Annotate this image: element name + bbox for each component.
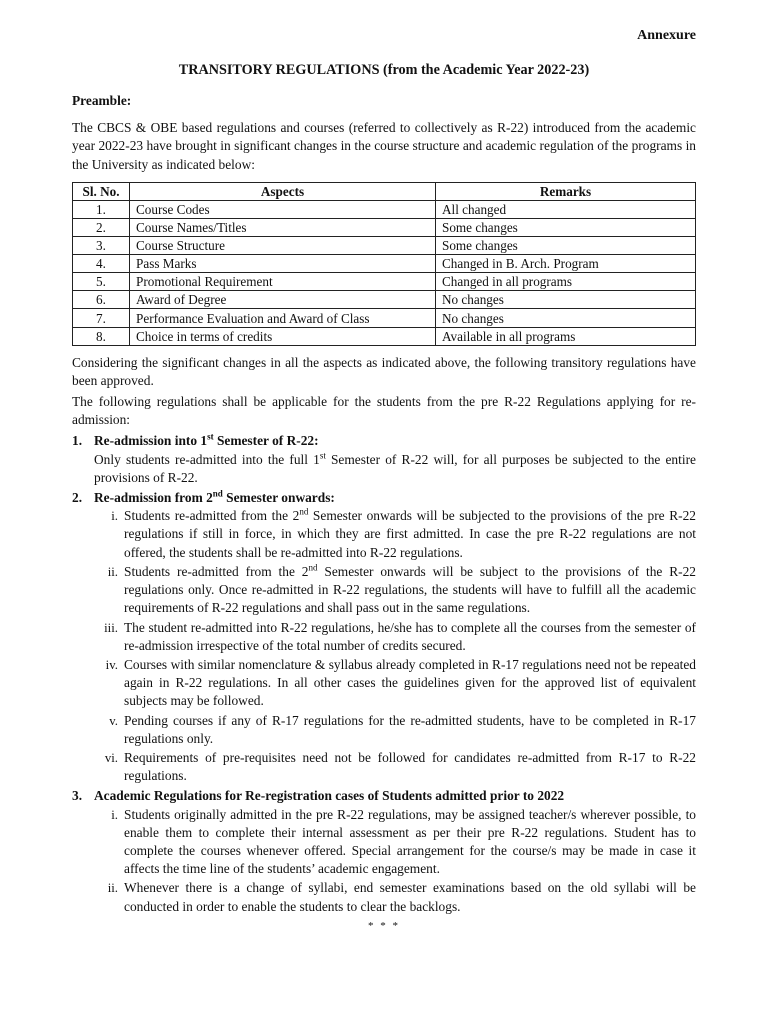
cell-slno: 8. — [73, 327, 130, 345]
table-row — [73, 237, 696, 255]
item-text: Students re-admitted from the 2nd Semester onwards will be subjected to the provisions of the pre R-22 regulations if still in force, in which they are first admitted. In case the pre R-22 regulations are not offered, the students shall be re-admitted into R-22 regulations. — [124, 506, 696, 560]
table-row — [73, 327, 696, 345]
list-item — [94, 879, 696, 915]
section-3-items — [94, 806, 696, 916]
item-text: Whenever there is a change of syllabi, end semester examinations based on the old syllabi will be conducted in order to enable the students to clear the backlogs. — [124, 880, 696, 914]
cell-slno: 2. — [73, 219, 130, 237]
preamble-heading: Preamble: — [72, 93, 132, 108]
table-row — [73, 291, 696, 309]
list-item — [94, 619, 696, 655]
list-item — [94, 806, 696, 879]
item-numeral: vi. — [104, 750, 118, 765]
section-2-items — [94, 507, 696, 785]
cell-slno: 5. — [73, 273, 130, 291]
section-title: Re-admission into 1st Semester of R-22: — [94, 432, 319, 449]
section-number: 3. — [72, 788, 83, 804]
cell-remark: No changes — [436, 309, 696, 327]
table-row — [73, 200, 696, 218]
list-item — [94, 712, 696, 748]
applicable-paragraph: The following regulations shall be applicable for the students from the pre R-22 Regulations applying for re-admission: — [72, 394, 696, 428]
cell-slno: 7. — [73, 309, 130, 327]
cell-aspect: Course Structure — [130, 237, 436, 255]
section-title: Academic Regulations for Re-registration cases of Students admitted prior to 2022 — [94, 788, 565, 804]
list-item — [94, 563, 696, 618]
cell-aspect: Course Codes — [130, 200, 436, 218]
col-header-aspects: Aspects — [130, 182, 436, 200]
cell-aspect: Choice in terms of credits — [130, 327, 436, 345]
item-numeral: ii. — [107, 564, 118, 579]
table-row — [73, 255, 696, 273]
section-3 — [72, 787, 696, 915]
list-item — [94, 656, 696, 711]
cell-remark: No changes — [436, 291, 696, 309]
cell-slno: 4. — [73, 255, 130, 273]
item-text: Pending courses if any of R-17 regulations for the re-admitted students, have to be completed in R-17 regulations only. — [124, 712, 696, 746]
table-header-row — [73, 182, 696, 200]
cell-remark: Some changes — [436, 219, 696, 237]
cell-slno: 3. — [73, 237, 130, 255]
section-number: 1. — [72, 433, 83, 449]
preamble-text: The CBCS & OBE based regulations and courses (referred to collectively as R-22) introduced from the academic year 2022-23 have brought in significant changes in the course structure and academic regulation of the programs in the University as indicated below: — [72, 120, 696, 172]
cell-aspect: Course Names/Titles — [130, 219, 436, 237]
aspects-table — [72, 182, 696, 346]
item-text: Requirements of pre-requisites need not be followed for candidates re-admitted from R-17 to R-22 regulations. — [124, 749, 696, 784]
cell-aspect: Award of Degree — [130, 291, 436, 309]
item-text: Students re-admitted from the 2nd Semester onwards will be subject to the provisions of the R-22 regulations only. Once re-admitted in R-22 regulations, the students will have to fulfill all the academic requirements of R-22 regulations and shall pass out in the same regulations. — [124, 562, 697, 616]
col-header-remarks: Remarks — [436, 182, 696, 200]
table-row — [73, 309, 696, 327]
section-number: 2. — [72, 490, 83, 506]
table-row — [73, 219, 696, 237]
cell-remark: Some changes — [436, 237, 696, 255]
item-text: The student re-admitted into R-22 regulations, he/she has to complete all the courses from the semester of re-admission irrespective of the total number of credits secured. — [124, 619, 696, 653]
cell-aspect: Pass Marks — [130, 255, 436, 273]
item-numeral: i. — [111, 509, 118, 524]
section-1 — [72, 432, 696, 487]
cell-remark: Changed in B. Arch. Program — [436, 255, 696, 273]
cell-slno: 6. — [73, 291, 130, 309]
considering-paragraph: Considering the significant changes in all the aspects as indicated above, the following transitory regulations have been approved. — [72, 354, 696, 388]
item-numeral: iv. — [105, 657, 118, 672]
cell-slno: 1. — [73, 200, 130, 218]
annexure-label: Annexure — [637, 28, 696, 43]
cell-remark: Available in all programs — [436, 327, 696, 345]
item-numeral: v. — [109, 713, 118, 728]
cell-aspect: Promotional Requirement — [130, 273, 436, 291]
table-row — [73, 273, 696, 291]
document-content — [72, 92, 696, 935]
section-2 — [72, 489, 696, 785]
section-1-heading — [72, 432, 696, 450]
section-1-body: Only students re-admitted into the full 1st Semester of R-22 will, for all purposes be subjected to the entire provisions of R-22. — [94, 450, 696, 485]
col-header-slno: Sl. No. — [73, 182, 130, 200]
cell-aspect: Performance Evaluation and Award of Class — [130, 309, 436, 327]
item-numeral: ii. — [107, 881, 118, 896]
end-mark: * * * — [368, 919, 400, 932]
document-title: TRANSITORY REGULATIONS (from the Academic Year 2022-23) — [178, 62, 590, 78]
section-3-heading — [72, 787, 696, 805]
item-numeral: iii. — [104, 620, 118, 635]
section-title: Re-admission from 2nd Semester onwards: — [94, 488, 335, 506]
section-2-heading — [72, 489, 696, 507]
cell-remark: All changed — [436, 200, 696, 218]
item-numeral: i. — [111, 807, 118, 822]
cell-remark: Changed in all programs — [436, 273, 696, 291]
item-text: Students originally admitted in the pre R-22 regulations, may be assigned teacher/s wherever possible, to enable them to complete their internal assessment as per their pre R-22 regulations. Student has to complete the courses whenever offered. Special arrangement for the course/s may be made in case it affects the time line of the students’ academic engagement. — [124, 806, 696, 877]
list-item — [94, 507, 696, 562]
item-text: Courses with similar nomenclature & syllabus already completed in R-17 regulations need not be repeated again in R-22 regulations. In all other cases the guidelines given for the approved list of equivalent subjects may be followed. — [124, 656, 696, 709]
list-item — [94, 749, 696, 785]
